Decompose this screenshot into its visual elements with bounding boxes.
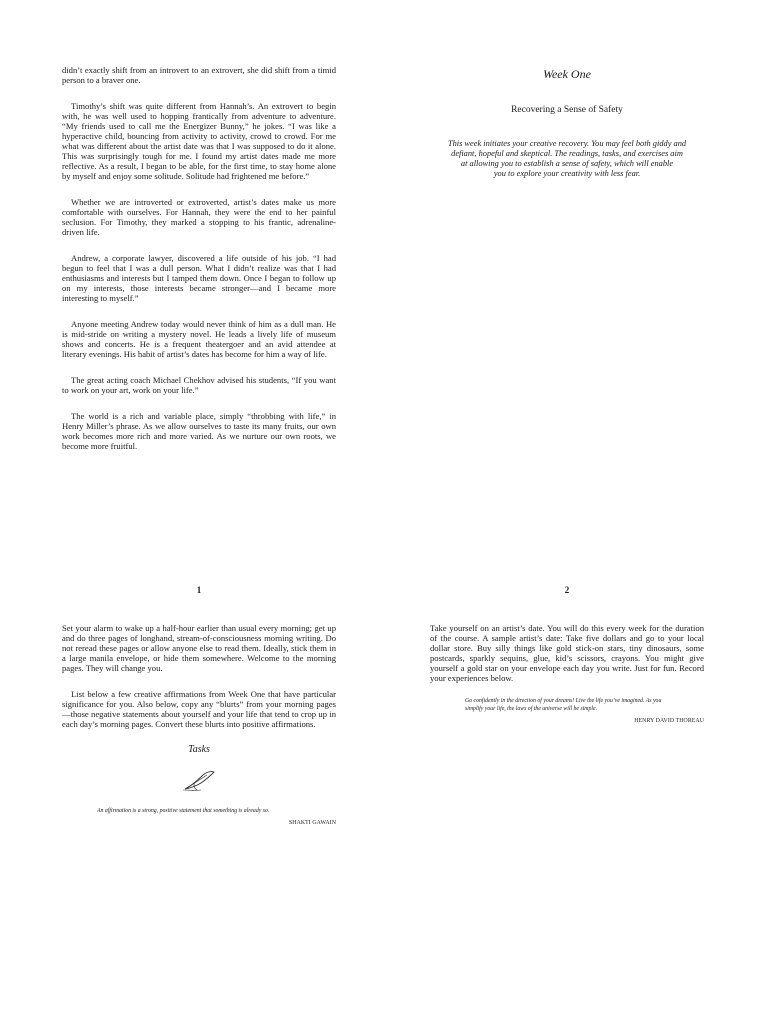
epigraph-line: simplify your life, the laws of the universe will be simple. bbox=[465, 706, 598, 712]
epigraph bbox=[97, 807, 336, 828]
quill-feather-icon bbox=[62, 769, 336, 795]
epigraph bbox=[465, 697, 704, 726]
paragraph: The world is a rich and variable place, simply “throbbing with life,” in Henry Miller’s phrase. As we allow ourselves to taste its many fruits, our own work becomes more rich and more varied. As we nurture our own roots, we become more fruitful. bbox=[62, 411, 336, 451]
epigraph-text: An affirmation is a strong, positive statement that something is already so. bbox=[97, 808, 270, 814]
epigraph-author: HENRY DAVID THOREAU bbox=[634, 718, 704, 724]
paragraph: List below a few creative affirmations from Week One that have particular significance for you. Also below, copy any “blurts” from your morning pages—those negative statements about yourself and your life that tend to crop up in each day’s morning pages. Convert these blurts into positive affirmations. bbox=[62, 689, 336, 729]
intro-line: defiant, hopeful and skeptical. The readings, tasks, and exercises aim bbox=[451, 149, 683, 158]
paragraph: Set your alarm to wake up a half-hour earlier than usual every morning; get up and do three pages of longhand, stream-of-consciousness morning writing. Do not reread these pages or allow anyone else to read them. Ideally, stick them in a large manila envelope, or hide them somewhere. Welcome to the morning pages. They will change you. bbox=[62, 623, 336, 673]
paragraph: The great acting coach Michael Chekhov advised his students, “If you want to work on your art, work on your life.” bbox=[62, 375, 336, 395]
chapter-intro bbox=[440, 139, 694, 179]
paragraph: Andrew, a corporate lawyer, discovered a life outside of his job. “I had begun to feel that I was a dull person. What I didn’t realize was that I had enthusiasms and interests but I tamped them down. Once I began to follow up on my interests, those interests became stronger—and I became more interesting to myself.” bbox=[62, 253, 336, 303]
intro-line: you to explore your creativity with less fear. bbox=[493, 169, 641, 178]
page-number-right: 2 bbox=[564, 585, 570, 595]
intro-line: This week initiates your creative recovery. You may feel both giddy and bbox=[447, 139, 687, 148]
right-page-top-text bbox=[430, 65, 704, 179]
right-page-bottom-text bbox=[430, 623, 704, 726]
paragraph: didn’t exactly shift from an introvert to an extrovert, she did shift from a timid person to a braver one. bbox=[62, 65, 336, 85]
intro-line: at allowing you to establish a sense of safety, which will enable bbox=[460, 159, 674, 168]
epigraph-line: Go confidently in the direction of your dreams! Live the life you’ve imagined. As you bbox=[465, 698, 662, 704]
paragraph: Timothy’s shift was quite different from Hannah’s. An extrovert to begin with, he was well used to hopping frantically from adventure to adventure. “My friends used to call me the Energizer Bunny,” he jokes. “I was like a hyperactive child, bouncing from activity to activity, crowd to crowd. For me what was different about the artist date was that I was supposed to do it alone. This was surprisingly tough for me. I found my artist dates made me more reflective. As a result, I began to be able, for the first time, to stay home alone by myself and enjoy some solitude. Solitude had frightened me before.” bbox=[62, 101, 336, 181]
paragraph: Anyone meeting Andrew today would never think of him as a dull man. He is mid-stride on writing a mystery novel. He leads a lively life of museum shows and concerts. He is a frequent theatergoer and an avid attendee at literary evenings. His habit of artist’s dates has become for him a way of life. bbox=[62, 319, 336, 359]
chapter-subtitle: Recovering a Sense of Safety bbox=[511, 105, 623, 115]
left-page-bottom-text bbox=[62, 623, 336, 828]
page-number-left: 1 bbox=[196, 585, 202, 595]
paragraph: Take yourself on an artist’s date. You will do this every week for the duration of the course. A sample artist’s date: Take five dollars and go to your local dollar store. Buy silly things like gold stick-on stars, tiny dinosaurs, some postcards, sparkly sequins, glue, kid’s scissors, crayons. You might give yourself a gold star on your envelope each day you write. Just for fun. Record your experiences below. bbox=[430, 623, 704, 683]
left-page-top-text bbox=[62, 65, 336, 467]
section-heading-tasks: Tasks bbox=[188, 744, 210, 755]
epigraph-author: SHAKTI GAWAIN bbox=[288, 820, 336, 826]
chapter-title: Week One bbox=[543, 67, 591, 81]
paragraph: Whether we are introverted or extroverted, artist’s dates make us more comfortable with ourselves. For Hannah, they were the end to her painful seclusion. For Timothy, they marked a stopping to his frantic, adrenaline-driven life. bbox=[62, 197, 336, 237]
